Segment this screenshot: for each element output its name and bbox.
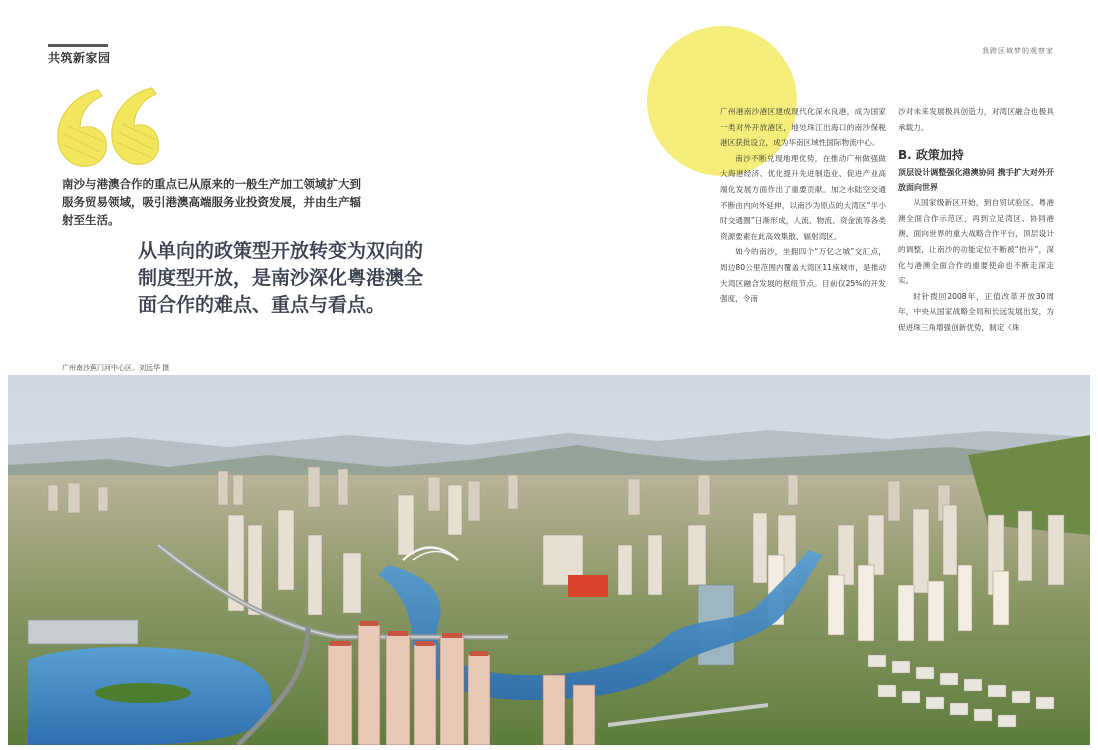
paragraph: 从国家级新区开始，到自贸试验区、粤港澳全面合作示范区，再到立足湾区、协同港澳、面向世界的重大战略合作平台，顶层设计的调整，让南沙的功能定位不断被“抬升”，深化与港澳全面合作的重要使命也不断走深走实。: [898, 198, 1054, 286]
quote-mark-icon: [50, 82, 160, 172]
paragraph: 沙对未来发展极具创造力，对湾区融合也极具承载力。: [898, 107, 1054, 132]
article-column-2: [898, 104, 1054, 354]
lead-paragraph: 南沙与港澳合作的重点已从原来的一般生产加工领域扩大到服务贸易领域，吸引港澳高端服务业投资发展，并由生产辐射至生活。: [62, 177, 361, 227]
section-heading: B. 政策加持: [898, 148, 964, 163]
city-aerial-photo: [8, 375, 1090, 745]
article-column-1: [720, 104, 886, 354]
paragraph: 如今的南沙，坐拥四个“万亿之城”交汇点，周边80公里范围内覆盖大湾区11座城市，是推动大湾区融合发展的枢纽节点。目前仅25%的开发强度，令南: [720, 247, 886, 304]
paragraph: 广州港南沙港区建成现代化深水良港，成为国家一类对外开放港区，地处珠江出海口的南沙保税港区获批设立，成为华南区域性国际物流中心。: [720, 107, 886, 148]
section-subheading: 顶层设计调整强化港澳协同 携手扩大对外开放面向世界: [898, 168, 1054, 193]
paragraph: 时针拨回2008年，正值改革开放30周年，中央从国家战略全局和长远发展出发，为促进珠三角增强创新优势，制定《珠: [898, 291, 1054, 332]
running-head: 我跨区域梦的观察家: [982, 47, 1054, 55]
section-tag: 共筑新家园: [48, 44, 108, 66]
photo-caption: 广州南沙蕉门河中心区。刘远华 摄: [62, 364, 170, 372]
paragraph: 南沙不断兑现地理优势，在推动广州做强做大海港经济、优化提升先进制造业、促进产业高端化发展方面作出了重要贡献。加之水陆空交通不断由内向外延伸，以南沙为原点的大湾区“半小时交通圈”日渐形成，人流、物流、资金流等各类资源要素在此高效集散、辐射湾区。: [720, 153, 886, 241]
pull-quote: 从单向的政策型开放转变为双向的制度型开放，是南沙深化粤港澳全面合作的难点、重点与看点。: [138, 240, 424, 316]
